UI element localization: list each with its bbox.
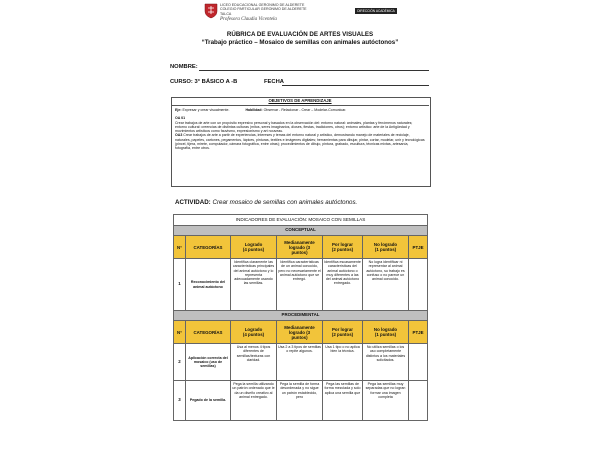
- row-number: 2: [174, 344, 186, 381]
- col-por-lograr: Por lograr (2 puntos): [323, 321, 363, 344]
- date-label: FECHA: [264, 79, 284, 85]
- section-procedimental: PROCEDIMENTAL: [174, 311, 428, 321]
- col-categories: CATEGORÍAS: [186, 236, 231, 259]
- level-2-desc: Identifica escasamente características del animal autóctono o muy diferentes a las del animal autóctono entregado.: [323, 259, 363, 311]
- col-no-logrado: No logrado (1 puntos): [363, 321, 409, 344]
- level-4-desc: Pega la semilla utilizando un patrón ordenado que le da un diseño creativo al animal entregado.: [231, 381, 277, 421]
- level-4-desc: Usa al menos 4 tipos diferentes de semillas/texturas con claridad.: [231, 344, 277, 381]
- column-header-row: [174, 321, 428, 344]
- teacher-signature: Profesora Claudia Vicentela: [220, 17, 277, 22]
- rubric-header: INDICADORES DE EVALUACIÓN: MOSAICO CON SEMILLAS: [174, 215, 428, 226]
- axis-value: Expresar y crear visualmente.: [182, 108, 230, 112]
- course-label: CURSO: 3° BÁSICO A -B: [170, 79, 238, 85]
- level-2-desc: Pega las semillas de forma mezclada y solo aplica una semilla que: [323, 381, 363, 421]
- col-number: N°: [174, 236, 186, 259]
- activity-line: [175, 199, 357, 206]
- objectives-heading-text: OBJETIVOS DE APRENDIZAJE: [268, 98, 332, 103]
- school-line: COLEGIO PARTICULAR GERONIMO DE ALDERETE: [220, 7, 307, 12]
- level-3-desc: Pega la semilla de forma desordenada y no sigue un patrón establecido, pero: [277, 381, 323, 421]
- oa01-text: Crear trabajos de arte con un propósito expresivo personal y basados en la observación del: entorno natural: animales, plantas y fenómenos naturales; entorno cultural: creencias de distintas culturas (mitos, seres imaginarios, dioses, fiestas, tradiciones, otros); entorno artístico: arte de la Antigüedad y movimientos artísticos como fauvismo, expresionismo y art nouveau.: [175, 120, 413, 134]
- col-no-logrado: No logrado (1 puntos): [363, 236, 409, 259]
- page-subtitle: “Trabajo práctico – Mosaico de semillas con animales autóctonos”: [201, 39, 399, 46]
- table-row: [174, 344, 428, 381]
- row-category: Pegado de la semilla.: [186, 381, 231, 421]
- col-number: N°: [174, 321, 186, 344]
- row-category: Aplicación correcta del mosaico (uso de semillas): [186, 344, 231, 381]
- level-1-desc: No logra identificar ni representar al animal autóctono, su trabajo es confuso o no parece un animal conocido.: [363, 259, 409, 311]
- oa03-text: Crear trabajos de arte a partir de experiencias, intereses y temas del entorno natural y artístico, demostrando manejo de materiales de reciclaje, naturales, papeles, cartones, pegamentos, lápices, pinturas, textiles e imágenes digitales; herramientas para dibujar, pintar, cortar, modelar, unir y tecnológicas (pincel, tijera, mirete, computador, cámara fotográfica, entre otras); procedimientos de dibujo, pintura, grabado, escultura, técnicas mixtas, artesanía, fotografía, entre otros.: [175, 133, 425, 151]
- oa01-title: OA 01: [175, 116, 186, 121]
- level-1-desc: Pega las semillas muy separadas que no logran formar una imagen completa: [363, 381, 409, 421]
- level-4-desc: Identifica claramente las características principales del animal autóctono y lo representa adecuadamente usando las semillas.: [231, 259, 277, 311]
- objectives-body: [175, 108, 425, 151]
- level-1-desc: No utiliza semillas o los uso completamente distintos a los materiales solicitados.: [363, 344, 409, 381]
- row-number: 3: [174, 381, 186, 421]
- row-category: Reconocimiento del animal autóctono: [186, 259, 231, 311]
- col-score: PTJE: [409, 236, 428, 259]
- col-por-lograr: Por lograr (2 puntos): [323, 236, 363, 259]
- col-logrado: Logrado (4 puntos): [231, 236, 277, 259]
- table-row: [174, 259, 428, 311]
- activity-text: Crear mosaico de semillas con animales autóctonos.: [212, 199, 358, 206]
- school-name: [220, 3, 310, 16]
- level-3-desc: Identifica características de un animal conocido, pero no necesariamente el animal autóctono que se entregó.: [277, 259, 323, 311]
- col-categories: CATEGORÍAS: [186, 321, 231, 344]
- level-2-desc: Usa 1 tipo o no aplica bien la técnica.: [323, 344, 363, 381]
- skill-label: Habilidad:: [245, 108, 263, 112]
- objectives-heading: [171, 97, 429, 106]
- rubric-table: [173, 214, 428, 421]
- col-logrado: Logrado (4 puntos): [231, 321, 277, 344]
- activity-label: ACTIVIDAD:: [175, 199, 211, 206]
- column-header-row: [174, 236, 428, 259]
- date-field[interactable]: [282, 85, 429, 86]
- name-label: NOMBRE:: [170, 64, 198, 70]
- axis-label: Eje:: [175, 108, 182, 112]
- page-title: RÚBRICA DE EVALUACIÓN DE ARTES VISUALES: [226, 31, 374, 38]
- oa03-label: OA3: [175, 133, 183, 138]
- school-crest-icon: [204, 3, 218, 19]
- score-cell[interactable]: [409, 344, 428, 381]
- row-number: 1: [174, 259, 186, 311]
- department-badge: DIRECCIÓN ACADÉMICA: [355, 8, 397, 14]
- section-conceptual: CONCEPTUAL: [174, 226, 428, 236]
- name-field[interactable]: [199, 70, 429, 71]
- score-cell[interactable]: [409, 381, 428, 421]
- school-line: LICEO EDUCACIONAL GERONIMO DE ALDERETE: [220, 3, 305, 7]
- col-medianamente: Medianamente logrado (3 puntos): [277, 321, 323, 344]
- table-row: [174, 381, 428, 421]
- oa03-line: [175, 133, 425, 150]
- level-3-desc: Usa 2 a 3 tipos de semillas o repite algunos.: [277, 344, 323, 381]
- col-medianamente: Medianamente logrado (3 puntos): [277, 236, 323, 259]
- score-cell[interactable]: [409, 259, 428, 311]
- col-score: PTJE: [409, 321, 428, 344]
- school-line: TALCA: [220, 11, 232, 16]
- skill-value: Observar - Relacionar - Crear – Modelar-Comunicar.: [263, 108, 347, 112]
